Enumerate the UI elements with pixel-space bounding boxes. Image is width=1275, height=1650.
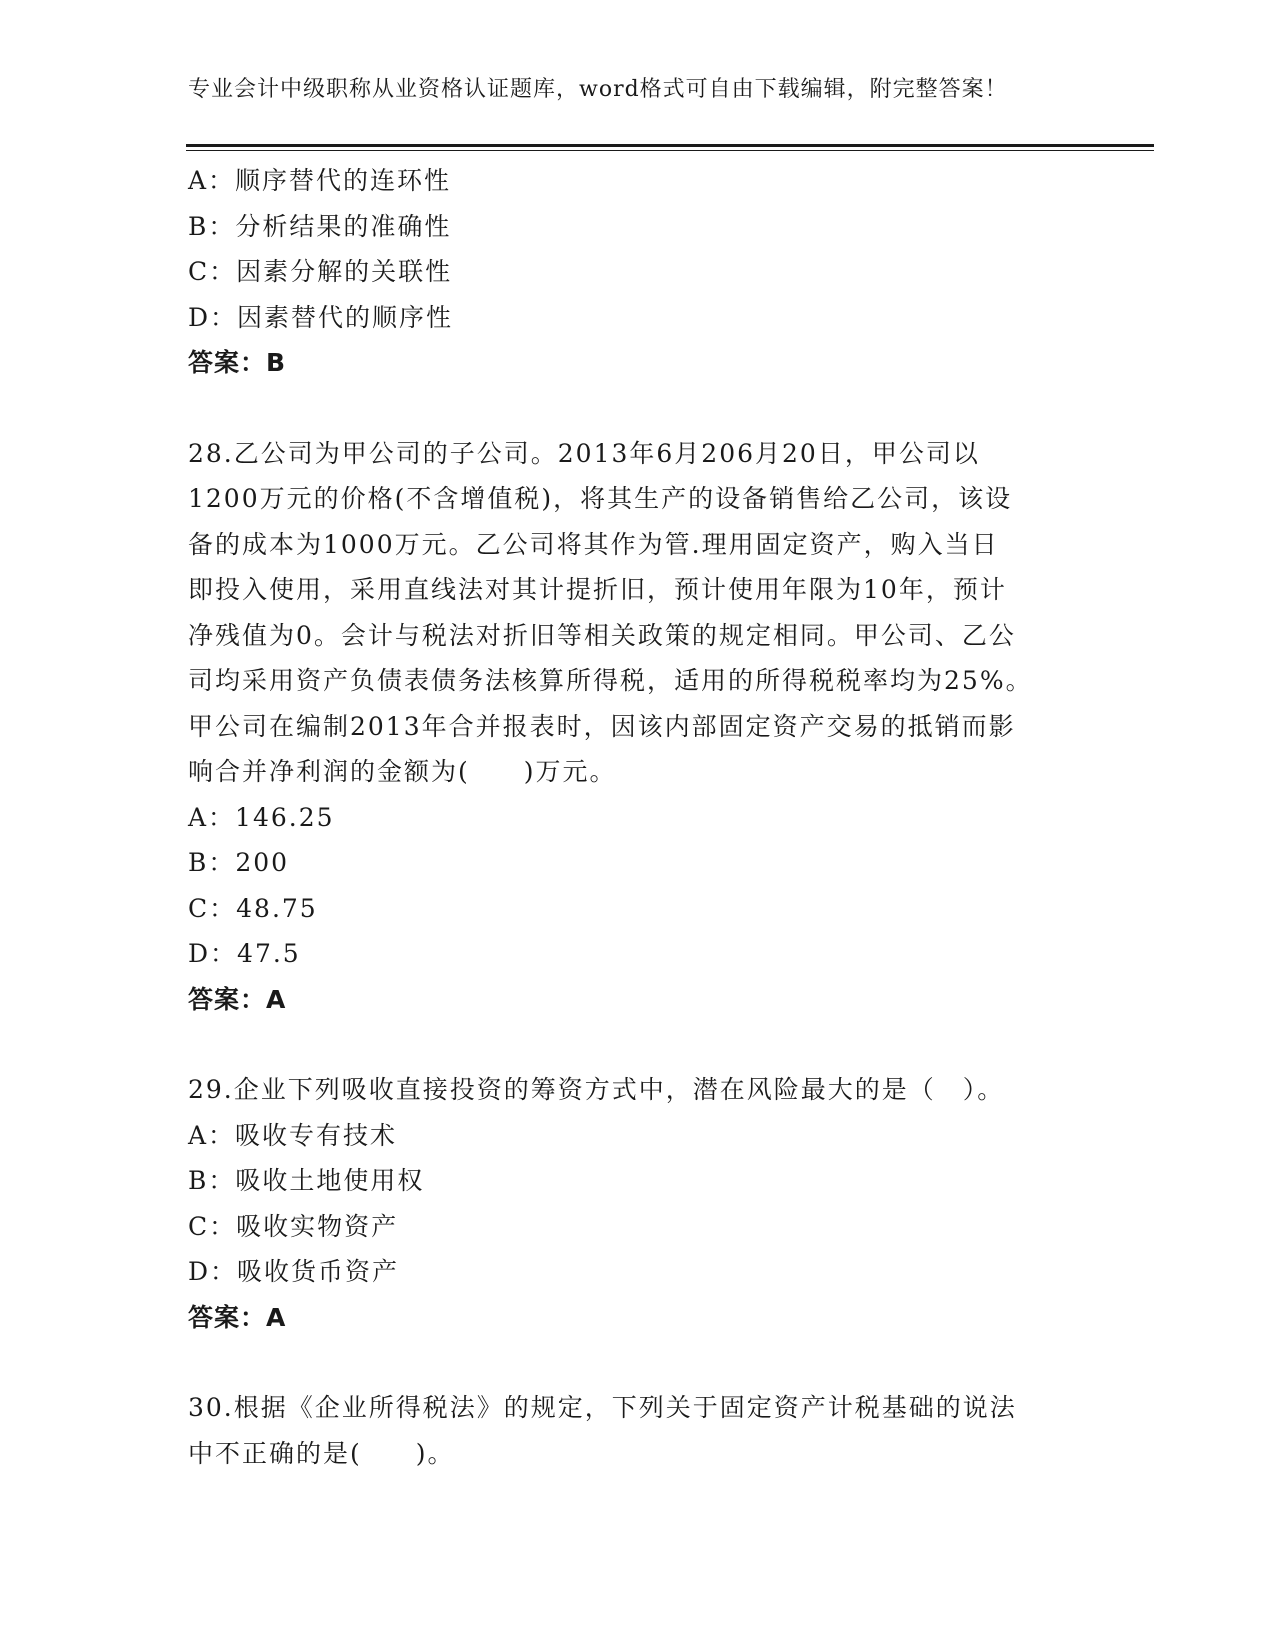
option-a: A：146.25 — [188, 802, 335, 832]
answer-line: 答案：A — [188, 984, 287, 1014]
question-stem-line: 即投入使用，采用直线法对其计提折旧，预计使用年限为10年，预计 — [188, 575, 1007, 604]
question-27-block — [188, 158, 1088, 386]
option-d: D：因素替代的顺序性 — [188, 302, 454, 332]
question-29-block — [188, 1067, 1088, 1340]
question-30-block — [188, 1385, 1088, 1476]
option-c: C：吸收实物资产 — [188, 1211, 399, 1241]
question-stem-line: 中不正确的是( )。 — [188, 1438, 455, 1468]
header-divider — [186, 144, 1154, 151]
question-stem-line: 响合并净利润的金额为( )万元。 — [188, 757, 617, 786]
question-stem-line: 司均采用资产负债表债务法核算所得税，适用的所得税税率均为25%。 — [188, 666, 1033, 695]
option-b: B：200 — [188, 848, 290, 877]
page-header: 专业会计中级职称从业资格认证题库，word格式可自由下载编辑，附完整答案！ — [188, 77, 1008, 102]
document-body — [188, 158, 1088, 1476]
option-d: D：吸收货币资产 — [188, 1257, 400, 1286]
question-stem-line: 净残值为0。会计与税法对折旧等相关政策的规定相同。甲公司、乙公 — [188, 620, 1016, 650]
option-c: C：因素分解的关联性 — [188, 257, 453, 286]
question-stem-line: 30.根据《企业所得税法》的规定，下列关于固定资产计税基础的说法 — [188, 1393, 1017, 1422]
question-stem-line: 29.企业下列吸收直接投资的筹资方式中，潜在风险最大的是（ ）。 — [188, 1075, 1005, 1104]
question-stem-line: 28.乙公司为甲公司的子公司。2013年6月206月20日，甲公司以 — [188, 438, 980, 468]
question-stem-line: 1200万元的价格(不含增值税)，将其生产的设备销售给乙公司，该设 — [188, 484, 1013, 513]
option-b: B：分析结果的准确性 — [188, 211, 452, 241]
question-stem-line: 备的成本为1000万元。乙公司将其作为管.理用固定资产，购入当日 — [188, 529, 999, 559]
option-c: C：48.75 — [188, 893, 318, 923]
answer-line: 答案：B — [188, 348, 287, 377]
option-b: B：吸收土地使用权 — [188, 1166, 425, 1195]
option-a: A：吸收专有技术 — [188, 1120, 398, 1150]
option-d: D：47.5 — [188, 939, 301, 968]
option-a: A：顺序替代的连环性 — [188, 166, 452, 195]
question-stem-line: 甲公司在编制2013年合并报表时，因该内部固定资产交易的抵销而影 — [188, 711, 1016, 741]
question-28-block — [188, 431, 1088, 1023]
answer-line: 答案：A — [188, 1302, 287, 1332]
